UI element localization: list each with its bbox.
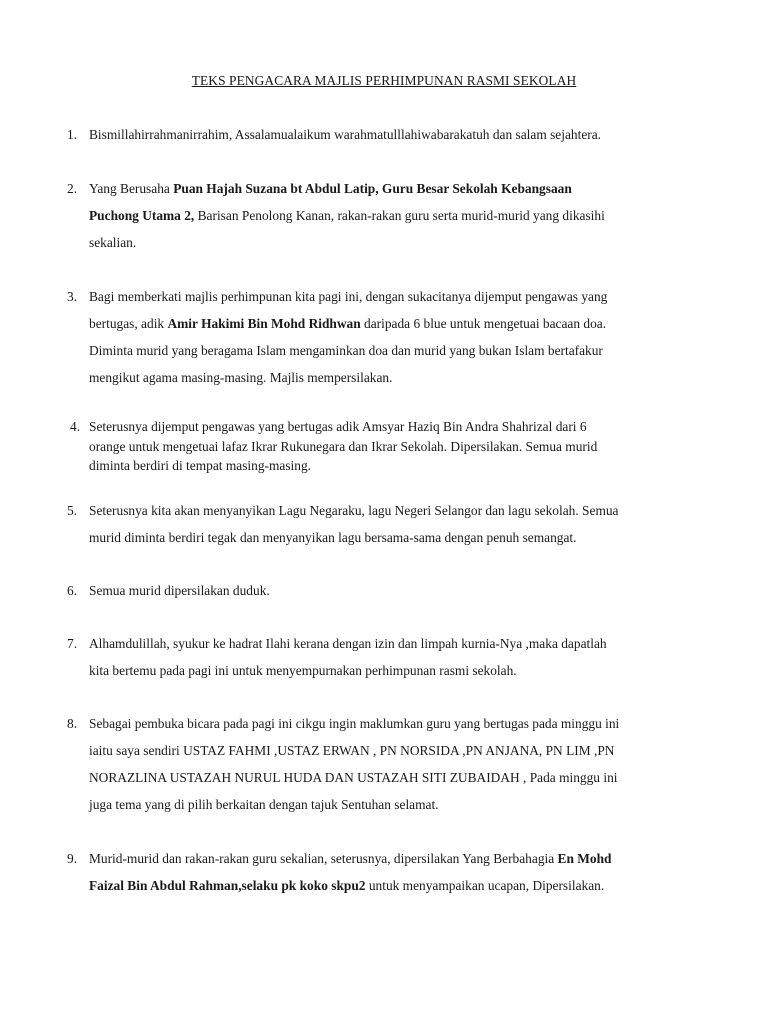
text-line bbox=[89, 710, 699, 737]
text-line bbox=[89, 657, 699, 684]
text-line bbox=[89, 202, 699, 229]
text-line bbox=[89, 229, 699, 256]
text-segment: Seterusnya dijemput pengawas yang bertugas adik Amsyar Haziq Bin Andra Shahrizal dari 6 bbox=[89, 419, 587, 434]
text-segment: murid diminta berdiri tegak dan menyanyikan lagu bersama-sama dengan penuh semangat. bbox=[89, 530, 577, 545]
text-line bbox=[89, 764, 699, 791]
item-text bbox=[89, 710, 699, 818]
item-number: 2. bbox=[67, 181, 78, 196]
text-segment: juga tema yang di pilih berkaitan dengan tajuk Sentuhan selamat. bbox=[89, 797, 439, 812]
text-line bbox=[89, 872, 699, 899]
text-segment: iaitu saya sendiri USTAZ FAHMI ,USTAZ ERWAN , PN NORSIDA ,PN ANJANA, PN LIM ,PN bbox=[89, 743, 615, 758]
text-segment: orange untuk mengetuai lafaz Ikrar Rukunegara dan Ikrar Sekolah. Dipersilakan. Semua murid bbox=[89, 438, 598, 454]
text-segment: daripada 6 blue untuk mengetuai bacaan doa. bbox=[360, 316, 607, 331]
text-segment: Diminta murid yang beragama Islam mengaminkan doa dan murid yang bukan Islam bertafakur bbox=[89, 343, 603, 358]
item-number: 6. bbox=[67, 583, 78, 598]
text-line bbox=[89, 437, 699, 457]
item-number: 7. bbox=[67, 636, 78, 651]
text-segment: diminta berdiri di tempat masing-masing. bbox=[89, 458, 312, 473]
text-segment: Bismillahirrahmanirrahim, Assalamualaikum warahmatulllahiwabarakatuh dan salam sejahtera. bbox=[89, 127, 602, 142]
text-line bbox=[89, 121, 699, 148]
item-text bbox=[89, 497, 699, 551]
text-line bbox=[89, 175, 699, 202]
item-text bbox=[89, 121, 699, 148]
text-line bbox=[89, 630, 699, 657]
item-number: 1. bbox=[67, 127, 78, 142]
text-segment: sekalian. bbox=[89, 235, 137, 250]
bold-text-segment: Puan Hajah Suzana bt Abdul Latip, Guru Besar Sekolah Kebangsaan bbox=[173, 181, 572, 196]
text-segment: untuk menyampaikan ucapan, Dipersilakan. bbox=[365, 878, 605, 893]
text-line bbox=[89, 577, 699, 604]
item-text bbox=[89, 283, 699, 391]
item-text bbox=[89, 845, 699, 899]
item-text bbox=[89, 417, 699, 476]
text-segment: Semua murid dipersilakan duduk. bbox=[89, 583, 270, 598]
text-segment: kita bertemu pada pagi ini untuk menyempurnakan perhimpunan rasmi sekolah. bbox=[89, 663, 517, 678]
text-line bbox=[89, 417, 699, 437]
text-segment: mengikut agama masing-masing. Majlis mempersilakan. bbox=[89, 370, 393, 385]
item-number: 9. bbox=[67, 851, 78, 866]
text-segment: NORAZLINA USTAZAH NURUL HUDA DAN USTAZAH SITI ZUBAIDAH , Pada minggu ini bbox=[89, 770, 618, 785]
item-number: 4. bbox=[70, 419, 81, 434]
text-segment: Barisan Penolong Kanan, rakan-rakan guru serta murid-murid yang dikasihi bbox=[194, 208, 605, 223]
text-segment: Alhamdulillah, syukur ke hadrat Ilahi kerana dengan izin dan limpah kurnia-Nya ,maka dapatlah bbox=[89, 636, 607, 651]
bold-text-segment: Puchong Utama 2, bbox=[89, 208, 195, 223]
item-text bbox=[89, 577, 699, 604]
text-segment: bertugas, adik bbox=[89, 316, 168, 331]
bold-text-segment: En Mohd bbox=[557, 851, 612, 866]
text-line bbox=[89, 364, 699, 391]
text-segment: Bagi memberkati majlis perhimpunan kita pagi ini, dengan sukacitanya dijemput pengawas yang bbox=[89, 289, 608, 304]
text-line bbox=[89, 845, 699, 872]
bold-text-segment: Amir Hakimi Bin Mohd Ridhwan bbox=[167, 316, 361, 331]
text-line bbox=[89, 337, 699, 364]
text-line bbox=[89, 310, 699, 337]
text-line bbox=[89, 456, 699, 476]
text-segment: Murid-murid dan rakan-rakan guru sekalian, seterusnya, dipersilakan Yang Berbahagia bbox=[89, 851, 558, 866]
text-line bbox=[89, 497, 699, 524]
text-line bbox=[89, 737, 699, 764]
text-segment: Seterusnya kita akan menyanyikan Lagu Negaraku, lagu Negeri Selangor dan lagu sekolah. Semua bbox=[89, 503, 619, 518]
text-line bbox=[89, 283, 699, 310]
bold-text-segment: Faizal Bin Abdul Rahman,selaku pk koko skpu2 bbox=[89, 878, 366, 893]
item-number: 3. bbox=[67, 289, 78, 304]
text-line bbox=[89, 524, 699, 551]
text-segment: Sebagai pembuka bicara pada pagi ini cikgu ingin maklumkan guru yang bertugas pada minggu ini bbox=[89, 716, 620, 731]
item-text bbox=[89, 630, 699, 684]
item-text bbox=[89, 175, 699, 256]
text-segment: Yang Berusaha bbox=[89, 181, 174, 196]
document-title: TEKS PENGACARA MAJLIS PERHIMPUNAN RASMI SEKOLAH bbox=[191, 73, 577, 88]
item-number: 5. bbox=[67, 503, 78, 518]
text-line bbox=[89, 791, 699, 818]
item-number: 8. bbox=[67, 716, 78, 731]
